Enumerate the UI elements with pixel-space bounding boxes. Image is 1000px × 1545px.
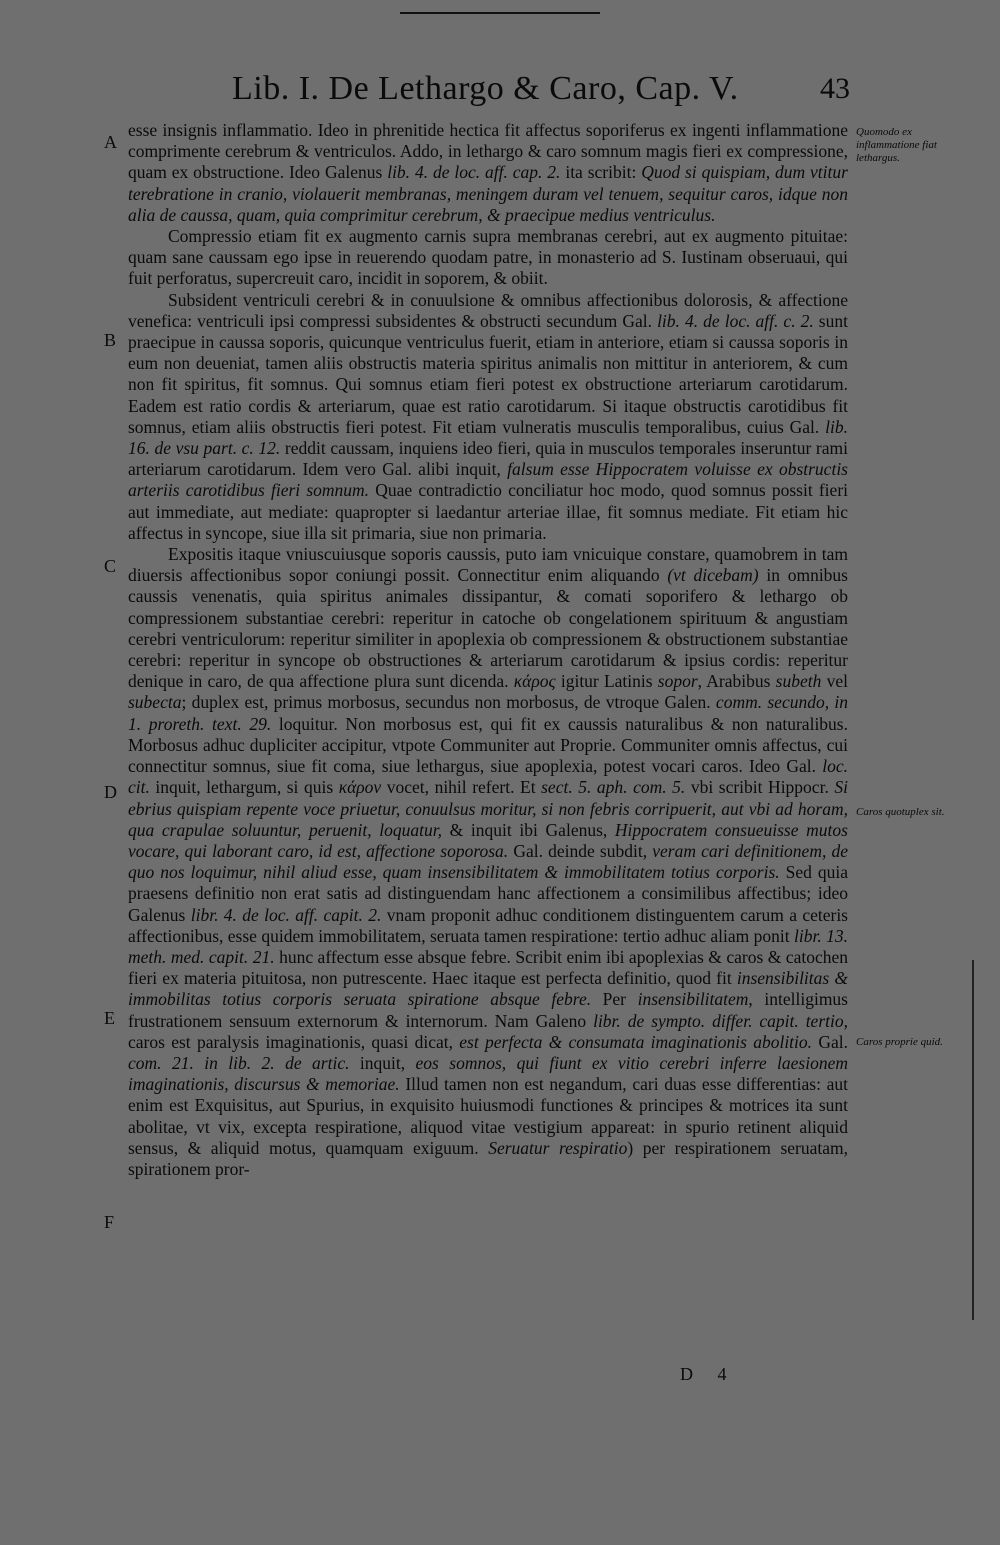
running-head: Lib. I. De Lethargo & Caro, Cap. V.: [232, 70, 739, 107]
text-run: Quae contradictio conciliatur hoc modo, quod somnus possit fieri aut immediate, aut mediate: quapropter si laedantur arteriae illae, fit somnus mediate. Fit etiam hic affectus in syncope, siue illa sit primaria, siue non primaria.: [128, 480, 849, 543]
text-run: ) per respirationem seruatam, spirationem pror-: [128, 1137, 848, 1179]
italic-run: sect. 5. aph. com. 5.: [541, 777, 686, 798]
text-run: ita scribit:: [560, 162, 642, 183]
section-letter-d: D: [104, 782, 117, 802]
text-run: Expositis itaque vniuscuiusque soporis caussis, puto iam vnicuique constare, quamobrem in tam diuersis affectionibus sopor coniungi possit. Connectitur enim aliquando: [128, 544, 848, 586]
paragraph-1: [128, 120, 848, 226]
text-run: igitur Latinis: [555, 671, 658, 692]
section-letter-f: F: [104, 1212, 115, 1232]
italic-run: lib. 4. de loc. aff. c. 2.: [657, 310, 814, 331]
text-run: vbi scribit Hippocr.: [685, 777, 835, 798]
paragraph-3: [128, 290, 848, 544]
italic-run: Si ebrius quispiam repente voce priuetur, conuulsus moritur, si non febris corripuerit, aut vbi ad horam, qua crapulae soluuntur, peruenit, loquatur,: [128, 777, 848, 840]
italic-run: eos somnos, qui fiunt ex vitio cerebri inferre laesionem imaginationis, discursus & memoriae.: [128, 1052, 849, 1095]
page-number: 43: [820, 72, 850, 105]
body-text: [128, 120, 848, 1180]
italic-run: Seruatur respiratio: [488, 1137, 628, 1158]
text-run: Subsident ventriculi cerebri & in conuulsione & omnibus affectionibus dolorosis, & affectione venefica: ventriculi ipsi compressi subsidentes & obstructi secundum Gal.: [128, 289, 848, 331]
italic-run: libr. de sympto. differ. capit. tertio: [593, 1010, 844, 1031]
italic-run: falsum esse Hippocratem voluisse ex obstructis arteriis carotidibus fieri somnum.: [128, 459, 848, 501]
margin-rule: [972, 960, 974, 1320]
italic-run: κάρος: [513, 671, 556, 692]
italic-run: libr. 4. de loc. aff. capit. 2.: [190, 904, 382, 925]
italic-run: lib. 16. de vsu part. c. 12.: [128, 416, 848, 459]
italic-run: veram cari definitionem, de quo nos loquimur, nihil aliud esse, quam insensibilitatem & immobilitatem totius corporis.: [128, 840, 848, 883]
italic-run: Hippocratem consueuisse mutos vocare, qui laborant caro, id est, affectione soporosa.: [128, 819, 848, 861]
text-run: Illud tamen non est negandum, cari duas esse differentias: aut enim est Exquisitus, aut Spurius, in exquisito huiusmodi functiones & principes & motrices ita sunt abolitae, vt vix, excepta respiratione, aliquod vitae vestigium appareat: in spurio retinent aliquid sensus, & aliquid motus, quamquam exiguum.: [128, 1074, 848, 1158]
signature-letter: D: [680, 1364, 693, 1384]
italic-run: insensibilitas & immobilitas totius corporis seruata spiratione absque febre.: [128, 968, 848, 1010]
italic-run: insensibilitatem: [637, 989, 749, 1010]
italic-run: sopor: [657, 671, 698, 692]
italic-run: Quod si quispiam, dum vtitur terebratione in cranio, violauerit membranas, meningem duram vel tenuem, sequitur caros, idque non alia de caussa, quam, quia comprimitur cerebrum, & praecipue medius ventriculus.: [128, 162, 848, 225]
text-run: & inquit ibi Galenus,: [442, 819, 615, 840]
text-run: , Arabibus: [697, 671, 776, 692]
section-letter-e: E: [104, 1008, 115, 1028]
text-run: inquit, lethargum, si quis: [149, 777, 339, 798]
text-run: Per: [591, 989, 638, 1010]
text-run: hunc affectum esse absque febre. Scribit enim ibi apoplexias & caros & catochen fieri ex materia pituitosa, non putrescente. Haec itaque est perfecta definitio, quod fit: [128, 946, 848, 989]
text-run: vocet, nihil refert. Et: [381, 777, 542, 798]
text-run: loquitur. Non morbosus est, qui fit ex caussis naturalibus & non naturalibus. Morbosus adhuc dupliciter accipitur, vtpote Communiter aut Proprie. Communiter omnis affectus, cui connectitur somnus, siue fit coma, siue lethargus, siue apoplexia, potest vocari caros. Ideo Gal.: [128, 713, 848, 777]
text-run: Sed quia praesens definitio non erat satis ad distinguendam hanc affectionem a consimilibus affectibus; ideo Galenus: [128, 862, 848, 925]
italic-run: com. 21. in lib. 2. de artic.: [128, 1052, 350, 1073]
italic-run: (vt dicebam): [667, 565, 759, 586]
margin-note-inflammation: Quomodo ex inflammatione fiat lethargus.: [856, 126, 937, 164]
text-run: , caros est paralysis imaginationis, quasi dicat,: [128, 1010, 848, 1052]
italic-run: loc. cit.: [128, 756, 848, 798]
text-run: ; duplex est, primus morbosus, secundus non morbosus, de vtroque Galen.: [181, 692, 716, 713]
text-run: vnam proponit adhuc conditionem distinguentem carum a ceteris affectionibus, esse quidem immobilitatem, seruata tamen respiratione: tertio adhuc aliam ponit: [128, 904, 848, 946]
italic-run: est perfecta & consumata imaginationis abolitio.: [459, 1031, 813, 1052]
section-letter-b: B: [104, 330, 117, 350]
italic-run: lib. 4. de loc. aff. cap. 2.: [387, 162, 561, 183]
italic-run: κάρον: [338, 777, 382, 798]
italic-run: comm. secundo, in 1. proreth. text. 29.: [128, 692, 848, 734]
text-run: reddit caussam, inquiens ideo fieri, quia in musculos temporales inseruntur rami arteriarum carotidarum. Idem vero Gal. alibi inquit,: [128, 438, 848, 480]
section-letter-a: A: [104, 132, 117, 152]
italic-run: libr. 13. meth. med. capit. 21.: [128, 925, 848, 967]
text-run: vel: [821, 671, 848, 692]
text-run: Gal.: [812, 1031, 848, 1052]
italic-run: subecta: [128, 692, 182, 713]
text-run: sunt praecipue in caussa soporis, quicunque ventriculus fuerit, etiam in anteriore, etiam si caussa soporis in eum non deueniat, tamen aliis obstructis materia spiritus animalis non mittitur in anteriorem, & cum non fit spiritus, fit somnus. Qui somnus etiam fieri potest ex obstructione arteriarum carotidarum. Eadem est ratio cordis & arteriarum, quae est ratio carotidarum. Si itaque obstructis carotidibus fit somnus, etiam aliis obstructis fieri potest. Fit etiam vulneratis musculis temporalibus, cuius Gal.: [128, 310, 848, 437]
margin-note-caros-proprie: Caros proprie quid.: [856, 1036, 943, 1048]
margin-note-caros-quotuplex: Caros quotuplex sit.: [856, 806, 945, 818]
text-run: esse insignis inflammatio. Ideo in phrenitide hectica fit affectus soporiferus ex ingenti inflammatione comprimente cerebrum & ventriculos. Addo, in lethargo & caro somnum magis fieri ex compressione, quam ex obstructione. Ideo Galenus: [128, 120, 848, 183]
text-run: Gal. deinde subdit,: [508, 840, 653, 861]
signature-mark: [680, 1364, 727, 1385]
text-run: , intelligimus frustrationem sensuum externorum & internorum. Nam Galeno: [128, 989, 848, 1031]
text-run: Compressio etiam fit ex augmento carnis supra membranas cerebri, aut ex augmento pituitae: quam sane caussam ego ipse in reuerendo quodam patre, in monasterio ad S. Iustinam obseruaui, qui fuit perforatus, supercreuit caro, incidit in soporem, & obiit.: [128, 226, 848, 289]
top-rule: [400, 12, 600, 14]
paragraph-2: [128, 226, 848, 290]
text-run: inquit,: [349, 1052, 416, 1073]
text-run: in omnibus caussis venenatis, quia spiritus animales dissipantur, & comati soporifero & lethargo ob compressionem substantiae cerebri: reperitur in catoche ob congelationem spirituum & angustiam cerebri ventriculorum: reperitur similiter in apoplexia ob compressionem & obstructionem substantiae cerebri: reperitur in syncope ob obstructiones & arteriarum carotidarum & ipsius cordis: reperitur denique in caro, de qua affectione plura sunt dicenda.: [128, 565, 848, 692]
italic-run: subeth: [775, 671, 822, 692]
paragraph-4: [128, 544, 848, 1180]
section-letter-c: C: [104, 556, 117, 576]
signature-number: 4: [717, 1364, 727, 1384]
